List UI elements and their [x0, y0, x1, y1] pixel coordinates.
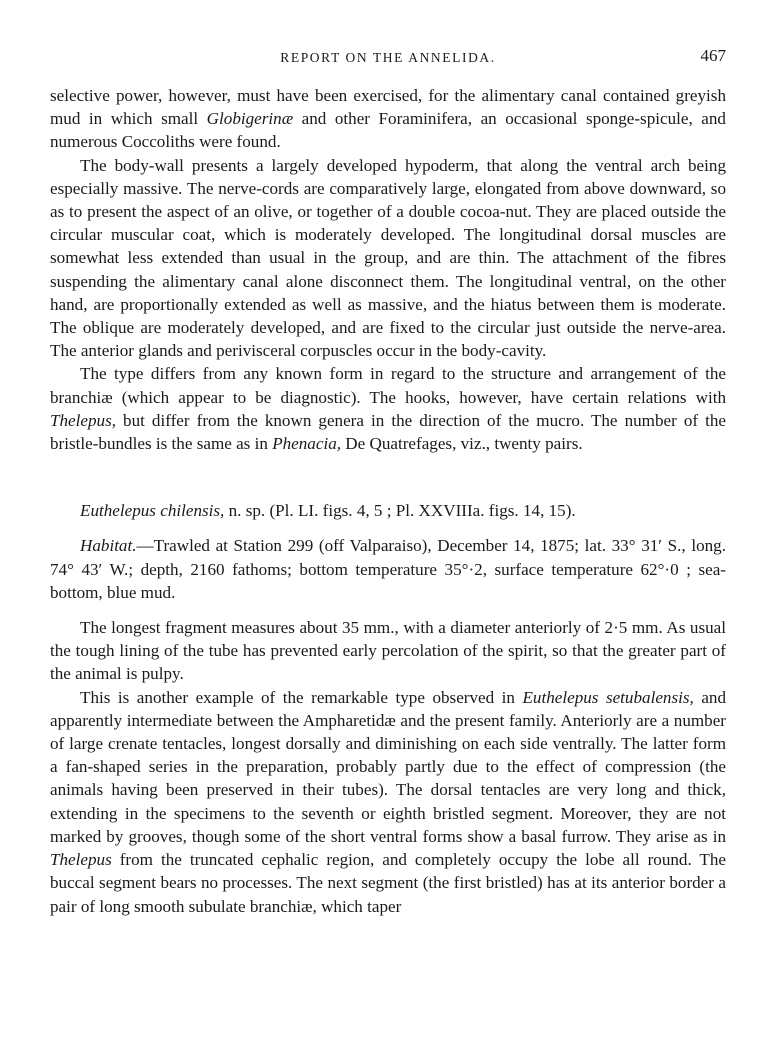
running-title: REPORT ON THE ANNELIDA.	[280, 50, 496, 65]
paragraph-type-differs	[50, 362, 726, 455]
paragraph-remarkable-type-mid: and apparently intermediate between the Ampharetidæ and the present family. Anteriorly are a number of large crenate tentacles, longest dorsally and diminishing on each side ventrally. The latter form a fan-shaped series in the preparation, probably partly due to the effect of compression (the animals having been preserved in their tubes). The dorsal tentacles are very long and thick, extending in the specimens to the seventh or eighth bristled segment. Moreover, they are not marked by grooves, though some of the short ventral forms show a basal furrow. They arise as in	[50, 687, 726, 846]
paragraph-remarkable-type-tail: from the truncated cephalic region, and completely occupy the lobe all round. The buccal segment bears no processes. The next segment (the first bristled) has at its anterior border a pair of long smooth subulate branchiæ, which taper	[50, 850, 726, 916]
paragraph-habitat	[50, 534, 726, 604]
genus-thelepus: Thelepus,	[50, 410, 116, 430]
page-header	[50, 46, 726, 72]
body-text	[50, 84, 726, 918]
paragraph-fragment: The longest fragment measures about 35 mm., with a diameter anteriorly of 2·5 mm. As usual the tough lining of the tube has prevented early percolation of the spirit, so that the greater part of the animal is pulpy.	[50, 618, 726, 684]
genus-phenacia: Phenacia,	[272, 434, 342, 454]
paragraph-type-differs-text: The type differs from any known form in regard to the structure and arrangement of the branchiæ (which appear to be diagnostic). The hooks, however, have certain relations with	[50, 364, 726, 407]
paragraph-feeding-text: selective power, however, must have been exercised, for the alimentary canal contained greyish mud in which small	[50, 86, 726, 129]
page-number: 467	[700, 46, 726, 65]
habitat-text: —Trawled at Station 299 (off Valparaiso), December 14, 1875; lat. 33° 31′ S., long. 74° 43′ W.; depth, 2160 fathoms; bottom temperature 35°·2, surface temperature 62°·0 ; sea-bottom, blue mud.	[50, 536, 726, 602]
habitat-label: Habitat.	[80, 536, 137, 556]
paragraph-remarkable-type-text: This is another example of the remarkable type observed in	[80, 687, 515, 707]
species-heading	[50, 499, 726, 522]
genus-thelepus-2: Thelepus	[50, 850, 112, 870]
genus-globigerinae: Globigerinæ	[206, 109, 294, 129]
paragraph-remarkable-type	[50, 686, 726, 918]
species-reference: n. sp. (Pl. LI. figs. 4, 5 ; Pl. XXVIIIa. figs. 14, 15).	[228, 501, 576, 521]
paragraph-type-differs-tail: De Quatrefages, viz., twenty pairs.	[345, 434, 583, 454]
species-name: Euthelepus chilensis,	[80, 501, 225, 521]
paragraph-feeding	[50, 84, 726, 154]
species-setubalensis: Euthelepus setubalensis,	[522, 687, 694, 707]
paragraph-feeding-tail: and other Foraminifera, an occasional sponge-spicule, and numerous Coccoliths were found.	[50, 109, 726, 152]
paragraph-body-wall: The body-wall presents a largely developed hypoderm, that along the ventral arch being especially massive. The nerve-cords are comparatively large, elongated from above downward, so as to present the aspect of an olive, or together of a double cocoa-nut. They are placed outside the circular muscular coat, which is moderately developed. The longitudinal dorsal muscles are somewhat less extended than usual in the group, and are thin. The attachment of the fibres suspending the alimentary canal alone disconnect them. The longitudinal ventral, on the other hand, are proportionally extended as well as massive, and the hiatus between them is moderate. The oblique are moderately developed, and are fixed to the circular just outside the nerve-area. The anterior glands and perivisceral corpuscles occur in the body-cavity.	[50, 155, 726, 361]
paragraph-type-differs-mid: but differ from the known genera in the direction of the mucro. The number of the bristle-bundles is the same as in	[50, 410, 726, 454]
